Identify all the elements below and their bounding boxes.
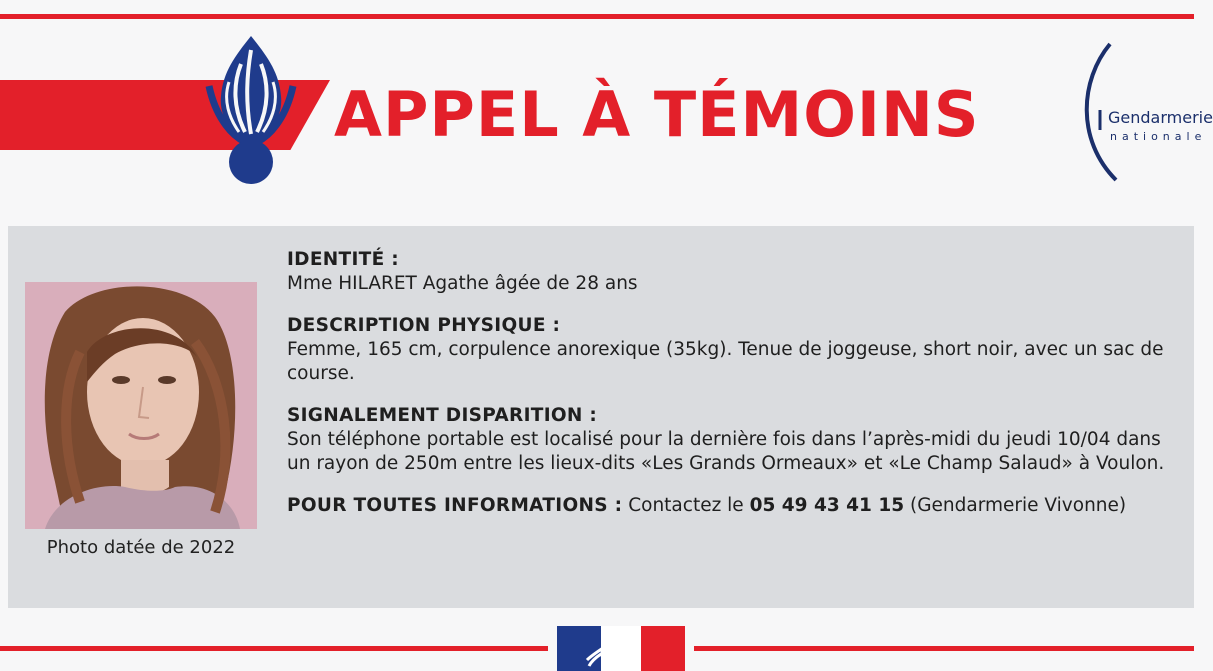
page-title: APPEL À TÉMOINS (334, 78, 980, 151)
contact-section (287, 494, 1187, 518)
disappearance-label: SIGNALEMENT DISPARITION : (287, 405, 598, 426)
identity-label: IDENTITÉ : (287, 249, 399, 270)
contact-label: POUR TOUTES INFORMATIONS : (287, 495, 623, 516)
logo-line1: Gendarmerie (1108, 108, 1213, 127)
missing-person-photo (25, 282, 257, 529)
marianne-republique-icon (557, 626, 685, 671)
contact-prefix: Contactez le (628, 495, 744, 516)
description-text: Femme, 165 cm, corpulence anorexique (35kg). Tenue de joggeuse, short noir, avec un sac de course. (287, 339, 1164, 384)
notice-content (287, 248, 1187, 536)
contact-suffix: (Gendarmerie Vivonne) (909, 495, 1127, 516)
disappearance-section (287, 404, 1187, 476)
identity-text: Mme HILARET Agathe âgée de 28 ans (287, 273, 638, 294)
top-red-line (0, 14, 1194, 19)
bottom-red-line-left (0, 646, 548, 651)
disappearance-text: Son téléphone portable est localisé pour la dernière fois dans l’après-midi du jeudi 10/04 dans un rayon de 250m entre les lieux-dits «Les Grands Ormeaux» et «Le Champ Salaud» à Voulon. (287, 429, 1165, 474)
logo-line2: nationale (1110, 130, 1207, 143)
bottom-red-line-right (694, 646, 1194, 651)
description-label: DESCRIPTION PHYSIQUE : (287, 315, 561, 336)
photo-caption: Photo datée de 2022 (46, 537, 236, 558)
description-section (287, 314, 1187, 386)
identity-section (287, 248, 1187, 296)
contact-phone: 05 49 43 41 15 (749, 495, 905, 516)
grenade-flame-icon (205, 34, 297, 186)
gendarmerie-logo (1070, 40, 1213, 185)
